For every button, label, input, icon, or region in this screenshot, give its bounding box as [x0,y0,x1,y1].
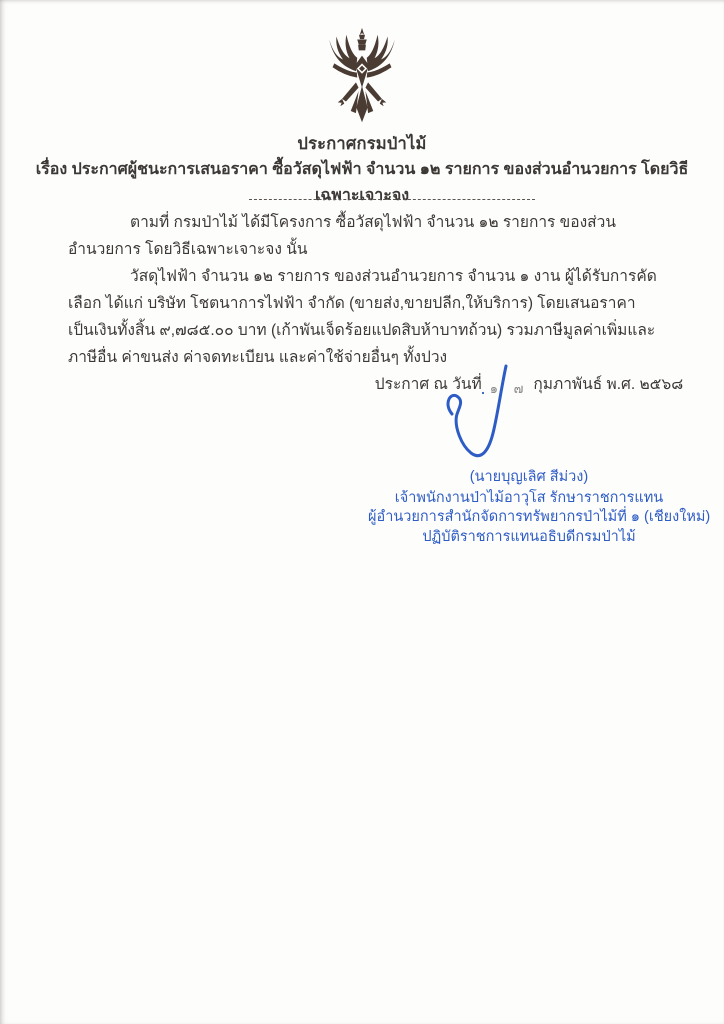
date-suffix: กุมภาพันธ์ พ.ศ. ๒๕๖๘ [533,376,684,393]
announcement-date-line [368,371,690,396]
agency-title: ประกาศกรมป่าไม้ [297,135,427,153]
signer-title-1: เจ้าพนักงานป่าไม้อาวุโส รักษาราชการแทน [394,489,664,506]
date-day-stamp: ๑ ๗ [489,381,530,396]
subject-line: เรื่อง ประกาศผู้ชนะการเสนอราคา ซื้อวัสดุไฟฟ้า จำนวน ๑๒ รายการ ของส่วนอำนวยการ โดยวิธีเฉพาะเจาะจง [35,161,689,204]
paragraph-1: ตามที่ กรมป่าไม้ ได้มีโครงการ ซื้อวัสดุไฟฟ้า จำนวน ๑๒ รายการ ของส่วนอำนวยการ โดยวิธีเฉพาะเจาะจง นั้น [68,214,616,258]
signature-column [368,371,711,547]
signer-title-2: ผู้อำนวยการสำนักจัดการทรัพยากรป่าไม้ที่ ๑ (เชียงใหม่) [368,509,711,525]
separator-line [249,199,535,200]
date-prefix: ประกาศ ณ วันที่ [374,376,482,393]
signer-name: (นายบุญเลิศ สีม่วง) [469,469,589,485]
signer-block [368,468,711,547]
garuda-emblem-icon [317,27,407,124]
body-text [68,209,660,371]
title-block [0,131,724,209]
signer-title-3: ปฏิบัติราชการแทนอธิบดีกรมป่าไม้ [422,528,636,545]
paragraph-2: วัสดุไฟฟ้า จำนวน ๑๒ รายการ ของส่วนอำนวยการ จำนวน ๑ งาน ผู้ได้รับการคัดเลือก ได้แก่ บริษัท โชตนาการไฟฟ้า จำกัด (ขายส่ง,ขายปลีก,ให้บริการ) โดยเสนอราคา เป็นเงินทั้งสิ้น ๙,๗๘๕.๐๐ บาท (เก้าพันเจ็ดร้อยแปดสิบห้าบาทถ้วน) รวมภาษีมูลค่าเพิ่มและภาษีอื่น ค่าขนส่ง ค่าจดทะเบียน และค่าใช้จ่ายอื่นๆ ทั้งปวง [68,268,657,366]
